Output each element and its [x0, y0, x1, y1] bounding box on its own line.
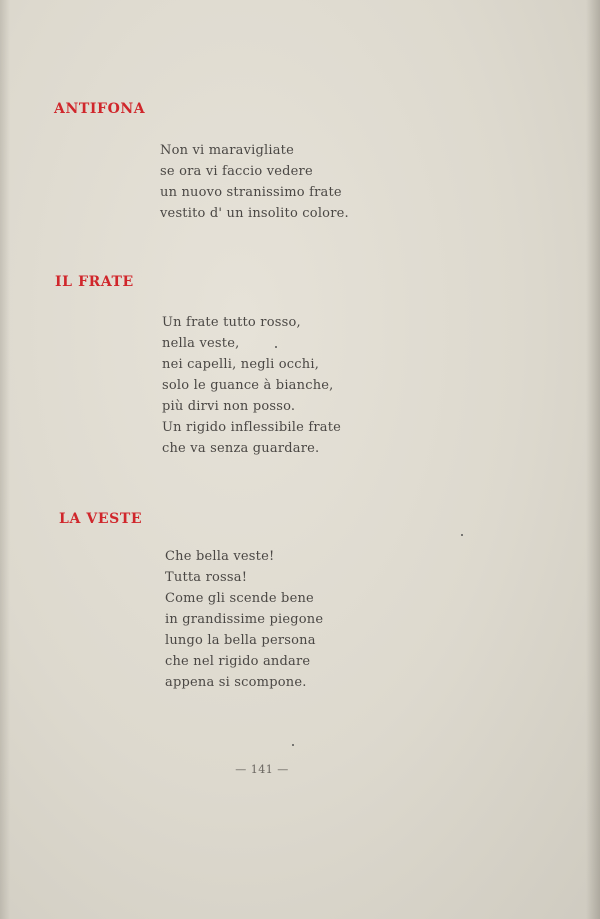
verse-line: in grandissime piegone [165, 612, 324, 627]
stanza-il-frate [162, 312, 341, 459]
section-heading-la-veste: LA VESTE [59, 511, 143, 527]
paper-speck [292, 744, 294, 746]
verse-line: Come gli scende bene [165, 591, 314, 606]
verse-line: Tutta rossa! [165, 570, 248, 585]
verse-line: che va senza guardare. [162, 441, 320, 456]
verse-line: nei capelli, negli occhi, [162, 357, 320, 372]
page-edge-shadow-left [0, 0, 10, 919]
verse-line: vestito d' un insolito colore. [160, 206, 349, 221]
section-heading-il-frate: IL FRATE [55, 274, 134, 290]
verse-line: solo le guance à bianche, [162, 378, 334, 393]
section-heading-antifona: ANTIFONA [54, 101, 146, 117]
verse-line: che nel rigido andare [165, 654, 311, 669]
verse-line: Che bella veste! [165, 549, 275, 564]
verse-line: se ora vi faccio vedere [160, 164, 313, 179]
stanza-antifona [160, 140, 349, 224]
verse-line: nella veste, [162, 336, 240, 351]
verse-line: più dirvi non posso. [162, 399, 296, 414]
verse-line: lungo la bella persona [165, 633, 316, 648]
verse-line: Un rigido inflessibile frate [162, 420, 342, 435]
paper-speck [461, 534, 463, 536]
stanza-la-veste [165, 546, 323, 693]
page-number: — 141 — [235, 763, 289, 776]
verse-line: appena si scompone. [165, 675, 307, 690]
page-edge-shadow-right [586, 0, 600, 919]
verse-line: Un frate tutto rosso, [162, 315, 301, 330]
verse-line: un nuovo stranissimo frate [160, 185, 342, 200]
verse-line: Non vi maravigliate [160, 143, 294, 158]
